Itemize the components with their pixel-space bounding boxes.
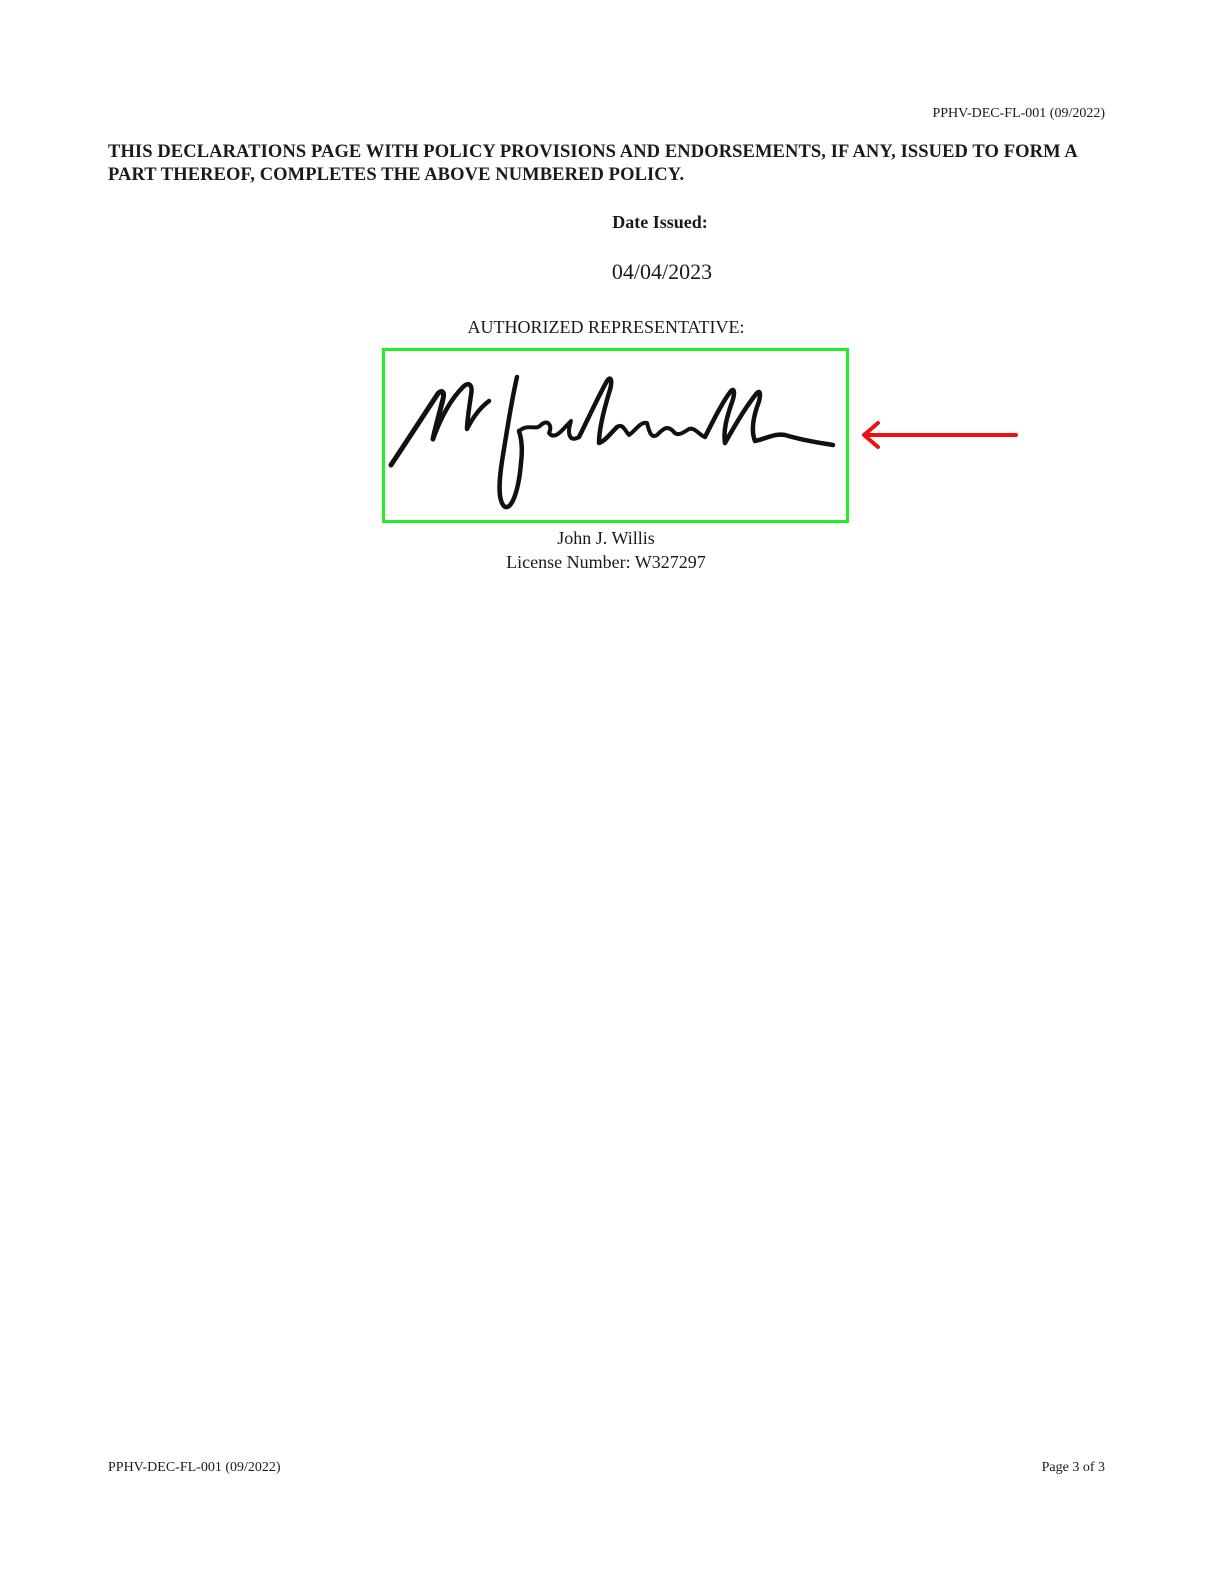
page-number: Page 3 of 3 [1041, 1460, 1105, 1475]
left-arrow-icon [858, 418, 1020, 452]
header-form-id: PPHV-DEC-FL-001 (09/2022) [932, 106, 1105, 121]
representative-name: John J. Willis [557, 528, 655, 548]
authorized-representative-label: AUTHORIZED REPRESENTATIVE: [467, 317, 745, 337]
signature-highlight-box [382, 348, 849, 523]
date-issued-label: Date Issued: [612, 212, 708, 232]
representative-license-number: License Number: W327297 [506, 552, 706, 572]
declaration-statement: THIS DECLARATIONS PAGE WITH POLICY PROVISIONS AND ENDORSEMENTS, IF ANY, ISSUED TO FORM A PART THEREOF, COMPLETES THE ABOVE NUMBERED POLICY. [108, 142, 1077, 185]
footer-form-id: PPHV-DEC-FL-001 (09/2022) [108, 1460, 281, 1475]
signature-image [385, 351, 846, 520]
date-issued-value: 04/04/2023 [611, 259, 713, 284]
